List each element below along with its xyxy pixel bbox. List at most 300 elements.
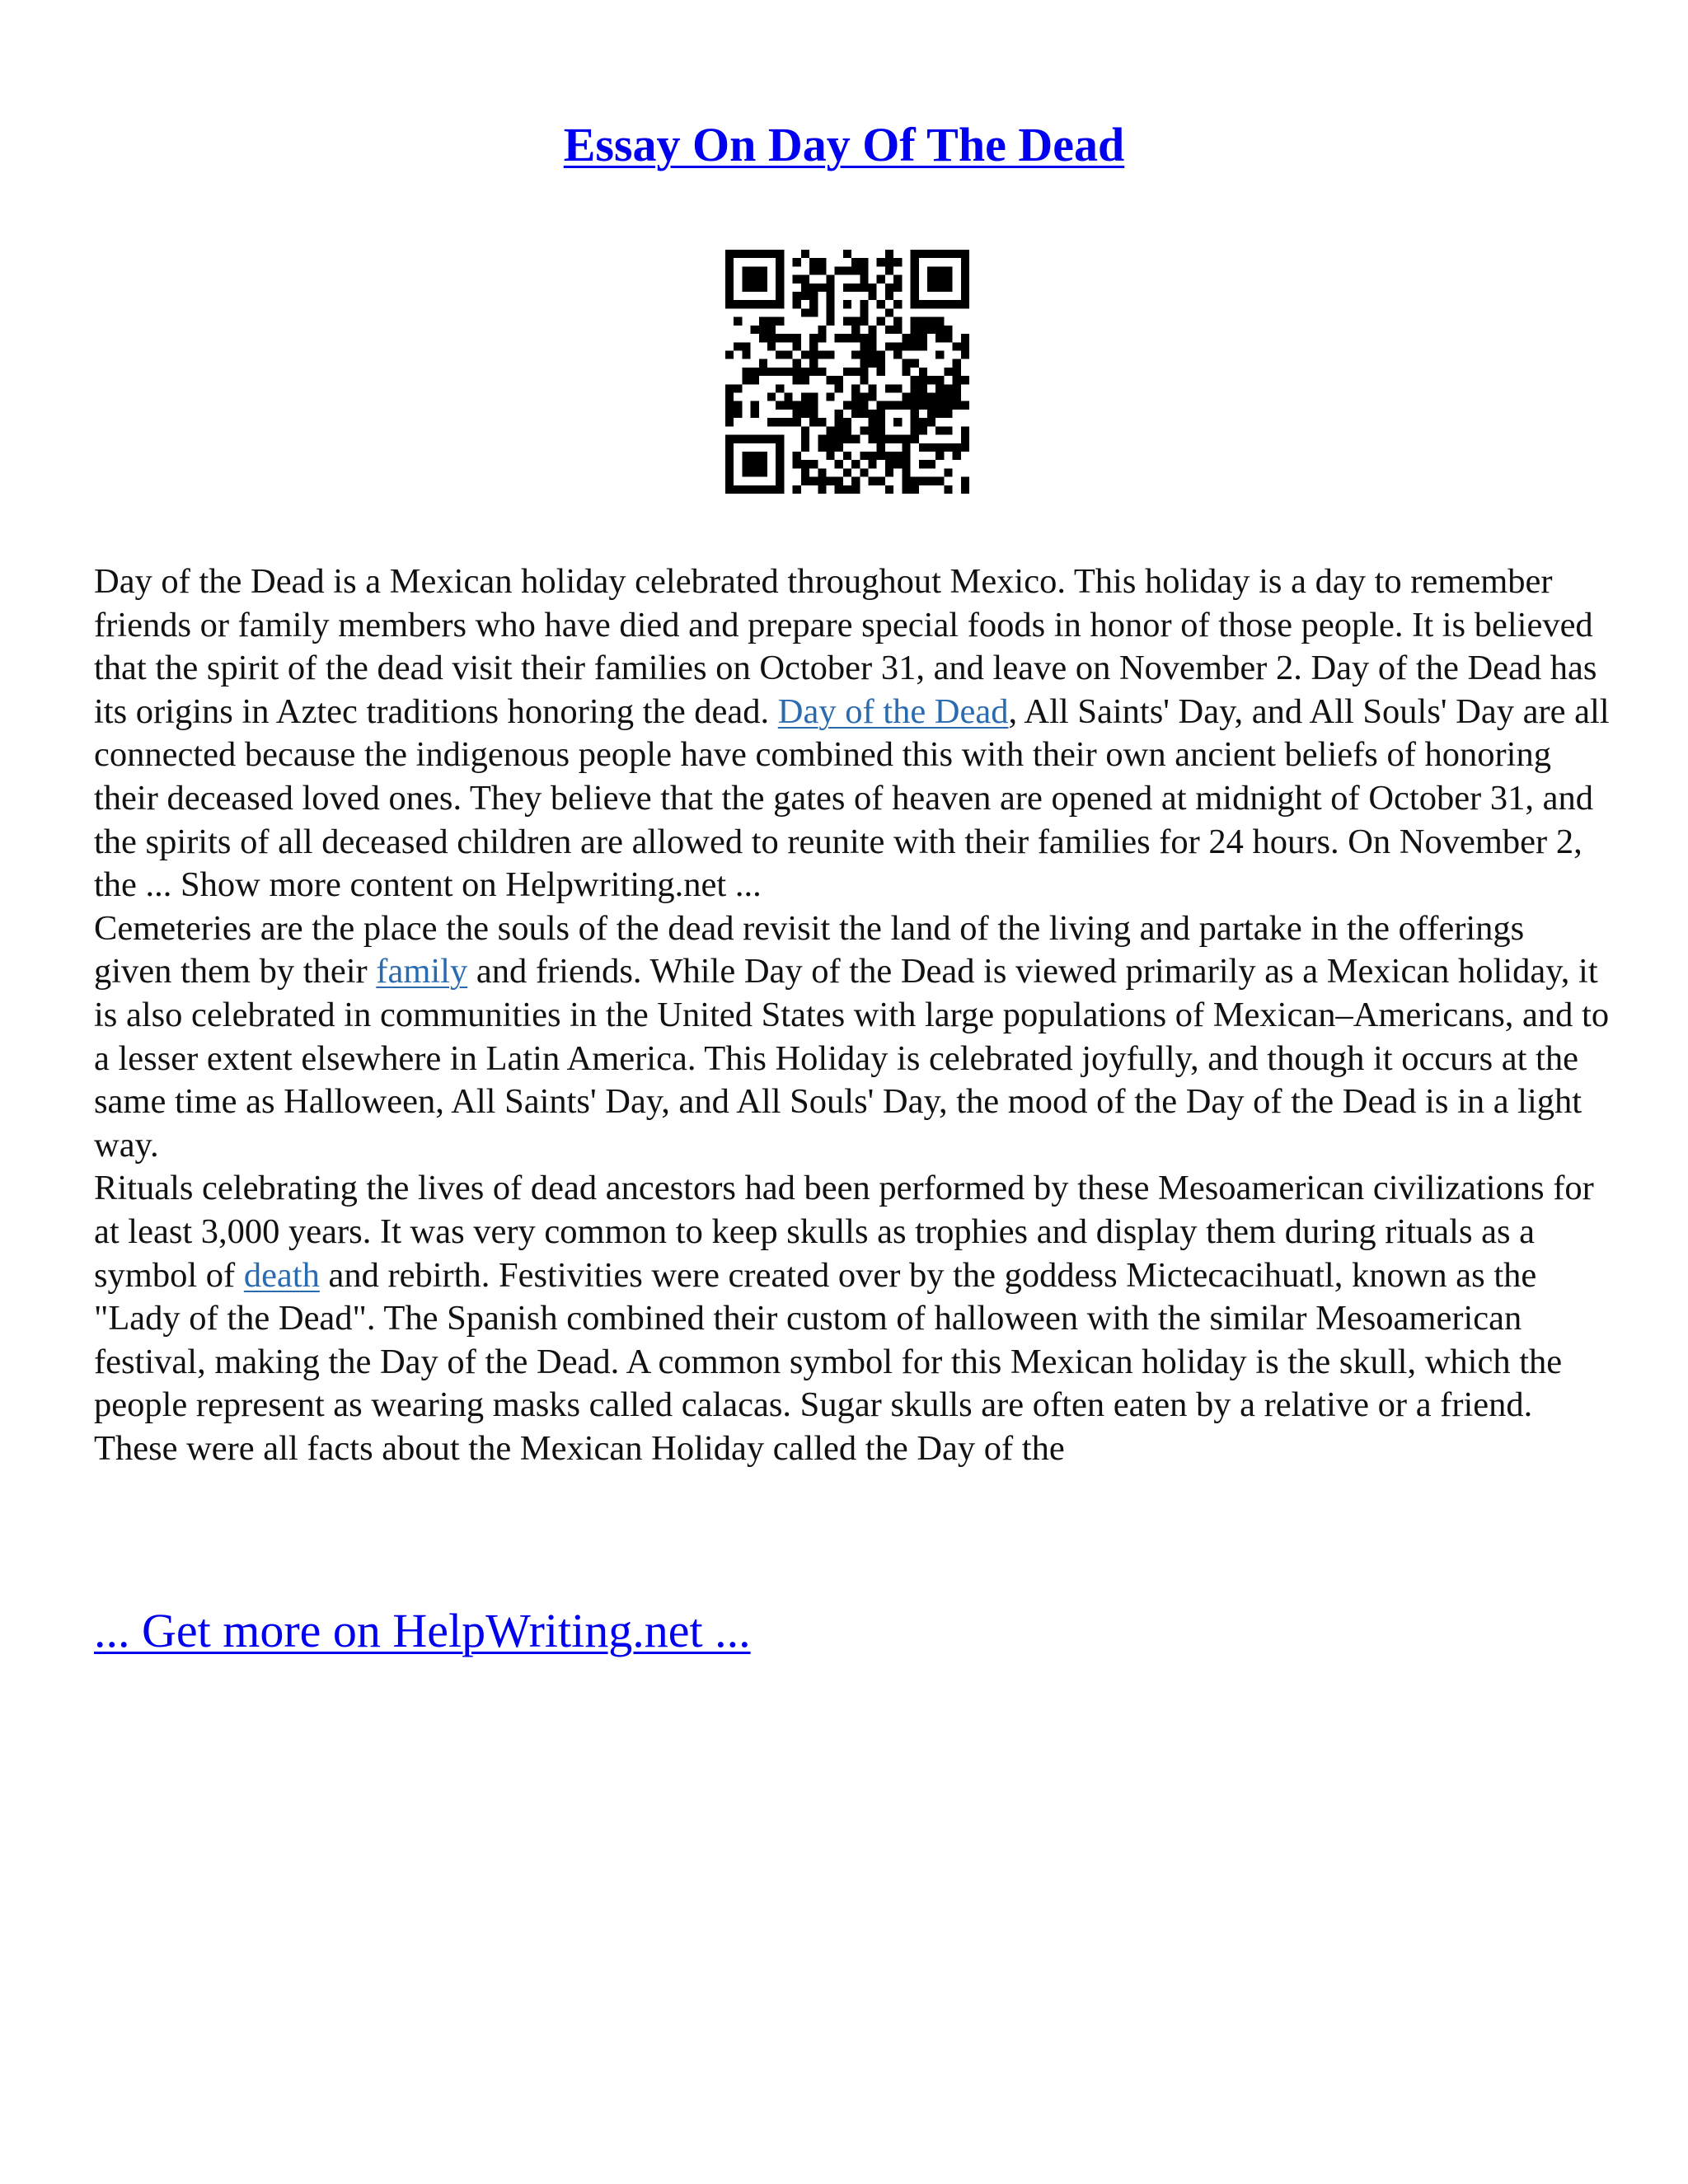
qr-module [860, 317, 868, 326]
qr-module [944, 393, 952, 401]
qr-module [953, 393, 961, 401]
qr-module [826, 317, 834, 326]
qr-module [902, 460, 910, 468]
qr-module [869, 359, 877, 368]
qr-module [911, 359, 919, 368]
qr-module [893, 258, 902, 266]
qr-module [801, 435, 809, 443]
qr-module [801, 410, 809, 418]
qr-module [784, 393, 792, 401]
qr-module [725, 258, 734, 266]
qr-module [826, 435, 834, 443]
qr-module [902, 393, 910, 401]
qr-module [776, 300, 784, 308]
qr-module [801, 443, 809, 452]
qr-module [734, 435, 742, 443]
qr-module [869, 350, 877, 359]
qr-module [776, 460, 784, 468]
qr-module [927, 284, 935, 292]
qr-module [851, 317, 860, 326]
qr-module [860, 393, 868, 401]
qr-module [953, 368, 961, 376]
qr-module [851, 477, 860, 485]
qr-module [927, 460, 935, 468]
qr-module [860, 266, 868, 274]
qr-module [877, 410, 885, 418]
qr-module [851, 460, 860, 468]
qr-module [927, 443, 935, 452]
qr-module [953, 443, 961, 452]
qr-module [885, 326, 893, 334]
qr-module [793, 292, 801, 300]
qr-module [759, 326, 767, 334]
qr-module [877, 368, 885, 376]
qr-module [860, 275, 868, 284]
qr-module [767, 317, 776, 326]
qr-module [944, 384, 952, 392]
qr-module [776, 266, 784, 274]
qr-module [725, 401, 734, 410]
qr-module [759, 300, 767, 308]
qr-module [742, 376, 750, 384]
qr-module [877, 477, 885, 485]
death-link[interactable]: death [243, 1255, 320, 1295]
qr-module [725, 250, 734, 258]
qr-module [809, 292, 818, 300]
qr-module [919, 384, 927, 392]
qr-module [851, 350, 860, 359]
qr-module [953, 300, 961, 308]
qr-module [885, 284, 893, 292]
qr-code-image [725, 250, 969, 494]
qr-module [944, 368, 952, 376]
qr-module [911, 275, 919, 284]
paragraph-1: Day of the Dead is a Mexican holiday celebrated throughout Mexico. This holiday is a day to remember friends or family members who have died and prepare special foods in honor of those people. It is believed that the spirit of the dead visit their families on October 31, and leave on November 2. Day of the Dead has its origins in Aztec traditions honoring the dead. Day of the Dead, All Saints' Day, and All Souls' Day are all connected because the indigenous people have combined this with their own ancient beliefs of honoring their deceased loved ones. They believe that the gates of heaven are opened at midnight of October 31, and the spirits of all deceased children are allowed to reunite with their families for 24 hours. On November 2, the ... Show more content on Helpwriting.net ... [94, 562, 1610, 905]
qr-module [919, 342, 927, 350]
qr-module [801, 426, 809, 434]
qr-module [793, 368, 801, 376]
qr-module [734, 485, 742, 494]
qr-module [893, 384, 902, 392]
qr-module [751, 460, 759, 468]
qr-module [927, 275, 935, 284]
qr-module [826, 308, 834, 316]
qr-module [919, 418, 927, 426]
qr-module [751, 376, 759, 384]
qr-module [893, 326, 902, 334]
qr-module [759, 266, 767, 274]
qr-module [902, 468, 910, 476]
qr-module [776, 317, 784, 326]
qr-module [851, 266, 860, 274]
qr-module [911, 410, 919, 418]
qr-module [801, 275, 809, 284]
qr-module [759, 284, 767, 292]
qr-module [927, 477, 935, 485]
qr-module [893, 300, 902, 308]
qr-module [860, 284, 868, 292]
qr-module [742, 435, 750, 443]
qr-module [776, 350, 784, 359]
qr-module [767, 418, 776, 426]
qr-module [961, 443, 969, 452]
qr-module [725, 266, 734, 274]
qr-module [725, 300, 734, 308]
qr-module [776, 384, 784, 392]
qr-module [835, 426, 843, 434]
qr-module [902, 485, 910, 494]
qr-module [919, 300, 927, 308]
qr-module [818, 468, 826, 476]
qr-module [927, 300, 935, 308]
qr-module [935, 266, 944, 274]
qr-module [860, 410, 868, 418]
qr-module [835, 485, 843, 494]
qr-module [759, 460, 767, 468]
qr-module [927, 401, 935, 410]
qr-module [935, 384, 944, 392]
qr-module [818, 258, 826, 266]
qr-module [818, 443, 826, 452]
title-link[interactable]: Essay On Day Of The Dead [563, 118, 1125, 171]
qr-module [767, 326, 776, 334]
qr-module [818, 334, 826, 342]
qr-module [893, 452, 902, 460]
qr-module [935, 284, 944, 292]
qr-module [843, 426, 851, 434]
qr-module [776, 401, 784, 410]
qr-module [809, 359, 818, 368]
qr-module [809, 393, 818, 401]
qr-module [826, 393, 834, 401]
qr-module [893, 350, 902, 359]
qr-module [843, 250, 851, 258]
qr-module [961, 275, 969, 284]
family-link[interactable]: family [376, 952, 468, 991]
qr-module [953, 376, 961, 384]
qr-module [725, 384, 734, 392]
qr-module [885, 435, 893, 443]
qr-module [826, 275, 834, 284]
qr-module [927, 393, 935, 401]
qr-module [751, 468, 759, 476]
qr-module [759, 250, 767, 258]
qr-module [809, 284, 818, 292]
qr-module [869, 384, 877, 392]
qr-module [902, 368, 910, 376]
qr-module [835, 443, 843, 452]
qr-module [826, 376, 834, 384]
qr-module [742, 300, 750, 308]
qr-module [725, 410, 734, 418]
qr-module [776, 468, 784, 476]
qr-module [751, 250, 759, 258]
qr-module [826, 477, 834, 485]
qr-module [885, 401, 893, 410]
qr-module [818, 485, 826, 494]
qr-module [893, 401, 902, 410]
qr-module [893, 460, 902, 468]
get-more-section [94, 1602, 751, 1660]
qr-module [843, 317, 851, 326]
qr-module [893, 342, 902, 350]
qr-module [919, 401, 927, 410]
qr-module [919, 426, 927, 434]
qr-module [809, 300, 818, 308]
qr-module [961, 376, 969, 384]
qr-module [801, 368, 809, 376]
qr-module [911, 266, 919, 274]
qr-module [759, 485, 767, 494]
qr-module [751, 485, 759, 494]
qr-module [953, 342, 961, 350]
qr-module [961, 334, 969, 342]
qr-module [809, 460, 818, 468]
qr-module [944, 485, 952, 494]
qr-module [935, 477, 944, 485]
qr-module [801, 292, 809, 300]
qr-module [860, 258, 868, 266]
qr-module [809, 350, 818, 359]
qr-module [851, 326, 860, 334]
qr-module [835, 460, 843, 468]
qr-module [935, 326, 944, 334]
qr-module [725, 275, 734, 284]
qr-module [725, 477, 734, 485]
qr-module [885, 250, 893, 258]
qr-module [961, 477, 969, 485]
qr-module [835, 477, 843, 485]
qr-module [809, 308, 818, 316]
qr-module [877, 275, 885, 284]
qr-module [793, 300, 801, 308]
qr-module [944, 401, 952, 410]
qr-module [877, 317, 885, 326]
qr-module [953, 359, 961, 368]
qr-module [809, 368, 818, 376]
qr-module [776, 258, 784, 266]
qr-module [944, 468, 952, 476]
qr-module [902, 452, 910, 460]
qr-module [751, 401, 759, 410]
qr-module [911, 435, 919, 443]
qr-module [869, 334, 877, 342]
qr-module [843, 401, 851, 410]
qr-module [725, 435, 734, 443]
qr-module [801, 401, 809, 410]
qr-module [885, 308, 893, 316]
qr-module [742, 485, 750, 494]
qr-module [742, 468, 750, 476]
qr-module [767, 334, 776, 342]
qr-module [919, 250, 927, 258]
qr-module [893, 418, 902, 426]
qr-module [885, 258, 893, 266]
qr-module [801, 393, 809, 401]
qr-module [961, 435, 969, 443]
qr-module [843, 368, 851, 376]
qr-module [869, 460, 877, 468]
qr-module [776, 334, 784, 342]
qr-module [734, 410, 742, 418]
qr-module [818, 284, 826, 292]
qr-module [818, 326, 826, 334]
qr-module [826, 350, 834, 359]
qr-module [851, 393, 860, 401]
qr-module [809, 477, 818, 485]
qr-module [961, 292, 969, 300]
qr-module [961, 284, 969, 292]
qr-module [851, 284, 860, 292]
qr-module [885, 342, 893, 350]
paragraph-2: Cemeteries are the place the souls of the dead revisit the land of the living and partake in the offerings given them by their family and friends. While Day of the Dead is viewed primarily as a Mexican holiday, it is also celebrated in communities in the United States with large populations of Mexican–Americans, and to a lesser extent elsewhere in Latin America. This Holiday is celebrated joyfully, and though it occurs at the same time as Halloween, All Saints' Day, and All Souls' Day, the mood of the Day of the Dead is in a light way. [94, 908, 1610, 1165]
qr-module [759, 468, 767, 476]
qr-module [784, 334, 792, 342]
qr-module [944, 426, 952, 434]
qr-module [725, 284, 734, 292]
qr-module [860, 342, 868, 350]
qr-module [961, 426, 969, 434]
qr-module [751, 368, 759, 376]
qr-module [776, 292, 784, 300]
qr-module [776, 477, 784, 485]
qr-module [869, 410, 877, 418]
qr-module [953, 384, 961, 392]
qr-module [835, 334, 843, 342]
qr-module [751, 284, 759, 292]
qr-module [776, 435, 784, 443]
qr-module [835, 376, 843, 384]
qr-module [801, 284, 809, 292]
qr-module [742, 342, 750, 350]
qr-module [734, 250, 742, 258]
qr-module [919, 368, 927, 376]
qr-module [877, 359, 885, 368]
qr-module [809, 410, 818, 418]
qr-module [961, 258, 969, 266]
qr-module [869, 284, 877, 292]
paragraph-3: Rituals celebrating the lives of dead ancestors had been performed by these Mesoamerican civilizations for at least 3,000 years. It was very common to keep skulls as trophies and display them during rituals as a symbol of death and rebirth. Festivities were created over by the goddess Mictecacihuatl, known as the "Lady of the Dead". The Spanish combined their custom of halloween with the similar Mesoamerican festival, making the Day of the Dead. A common symbol for this Mexican holiday is the skull, which the people represent as wearing masks called calacas. Sugar skulls are often eaten by a relative or a friend. These were all facts about the Mexican Holiday called the Day of the [94, 1169, 1594, 1468]
qr-module [919, 460, 927, 468]
qr-module [843, 468, 851, 476]
qr-module [893, 317, 902, 326]
qr-module [742, 266, 750, 274]
qr-module [776, 368, 784, 376]
qr-module [767, 368, 776, 376]
qr-module [911, 426, 919, 434]
qr-module [776, 443, 784, 452]
qr-module [919, 393, 927, 401]
qr-module [725, 393, 734, 401]
qr-module [860, 376, 868, 384]
qr-module [767, 300, 776, 308]
qr-module [801, 250, 809, 258]
qr-module [843, 334, 851, 342]
qr-module [860, 468, 868, 476]
qr-module [885, 485, 893, 494]
qr-module [742, 452, 750, 460]
qr-module [885, 384, 893, 392]
qr-module [860, 334, 868, 342]
qr-module [860, 368, 868, 376]
qr-module [751, 326, 759, 334]
qr-module [851, 401, 860, 410]
qr-module [902, 334, 910, 342]
qr-module [911, 326, 919, 334]
qr-module [944, 284, 952, 292]
day-of-the-dead-link[interactable]: Day of the Dead [777, 691, 1009, 731]
qr-module [911, 477, 919, 485]
qr-module [784, 418, 792, 426]
qr-module [767, 393, 776, 401]
qr-module [869, 326, 877, 334]
qr-module [751, 275, 759, 284]
qr-module [893, 284, 902, 292]
qr-module [911, 393, 919, 401]
qr-module [919, 477, 927, 485]
qr-module [851, 435, 860, 443]
qr-module [734, 317, 742, 326]
qr-module [751, 452, 759, 460]
qr-module [935, 376, 944, 384]
qr-module [734, 384, 742, 392]
qr-module [877, 435, 885, 443]
qr-module [818, 350, 826, 359]
qr-module [869, 418, 877, 426]
qr-module [961, 401, 969, 410]
qr-module [953, 452, 961, 460]
get-more-link[interactable]: ... Get more on HelpWriting.net ... [94, 1604, 751, 1657]
qr-module [801, 460, 809, 468]
qr-module [877, 258, 885, 266]
qr-module [961, 342, 969, 350]
qr-module [793, 460, 801, 468]
qr-module [961, 485, 969, 494]
qr-module [809, 258, 818, 266]
qr-module [734, 401, 742, 410]
qr-module [826, 452, 834, 460]
qr-module [767, 342, 776, 350]
qr-module [919, 326, 927, 334]
qr-module [776, 418, 784, 426]
qr-module [869, 393, 877, 401]
qr-module [885, 452, 893, 460]
qr-module [885, 292, 893, 300]
qr-module [902, 401, 910, 410]
qr-module [742, 275, 750, 284]
qr-module [851, 258, 860, 266]
qr-module [725, 418, 734, 426]
qr-module [860, 300, 868, 308]
qr-module [843, 435, 851, 443]
qr-module [877, 426, 885, 434]
qr-module [860, 350, 868, 359]
qr-module [911, 334, 919, 342]
qr-module [793, 410, 801, 418]
qr-module [919, 376, 927, 384]
qr-module [742, 350, 750, 359]
qr-module [843, 452, 851, 460]
qr-module [826, 284, 834, 292]
qr-module [927, 266, 935, 274]
qr-module [809, 418, 818, 426]
qr-module [725, 468, 734, 476]
qr-module [734, 300, 742, 308]
qr-module [860, 401, 868, 410]
qr-module [893, 275, 902, 284]
qr-module [944, 326, 952, 334]
qr-module [742, 460, 750, 468]
